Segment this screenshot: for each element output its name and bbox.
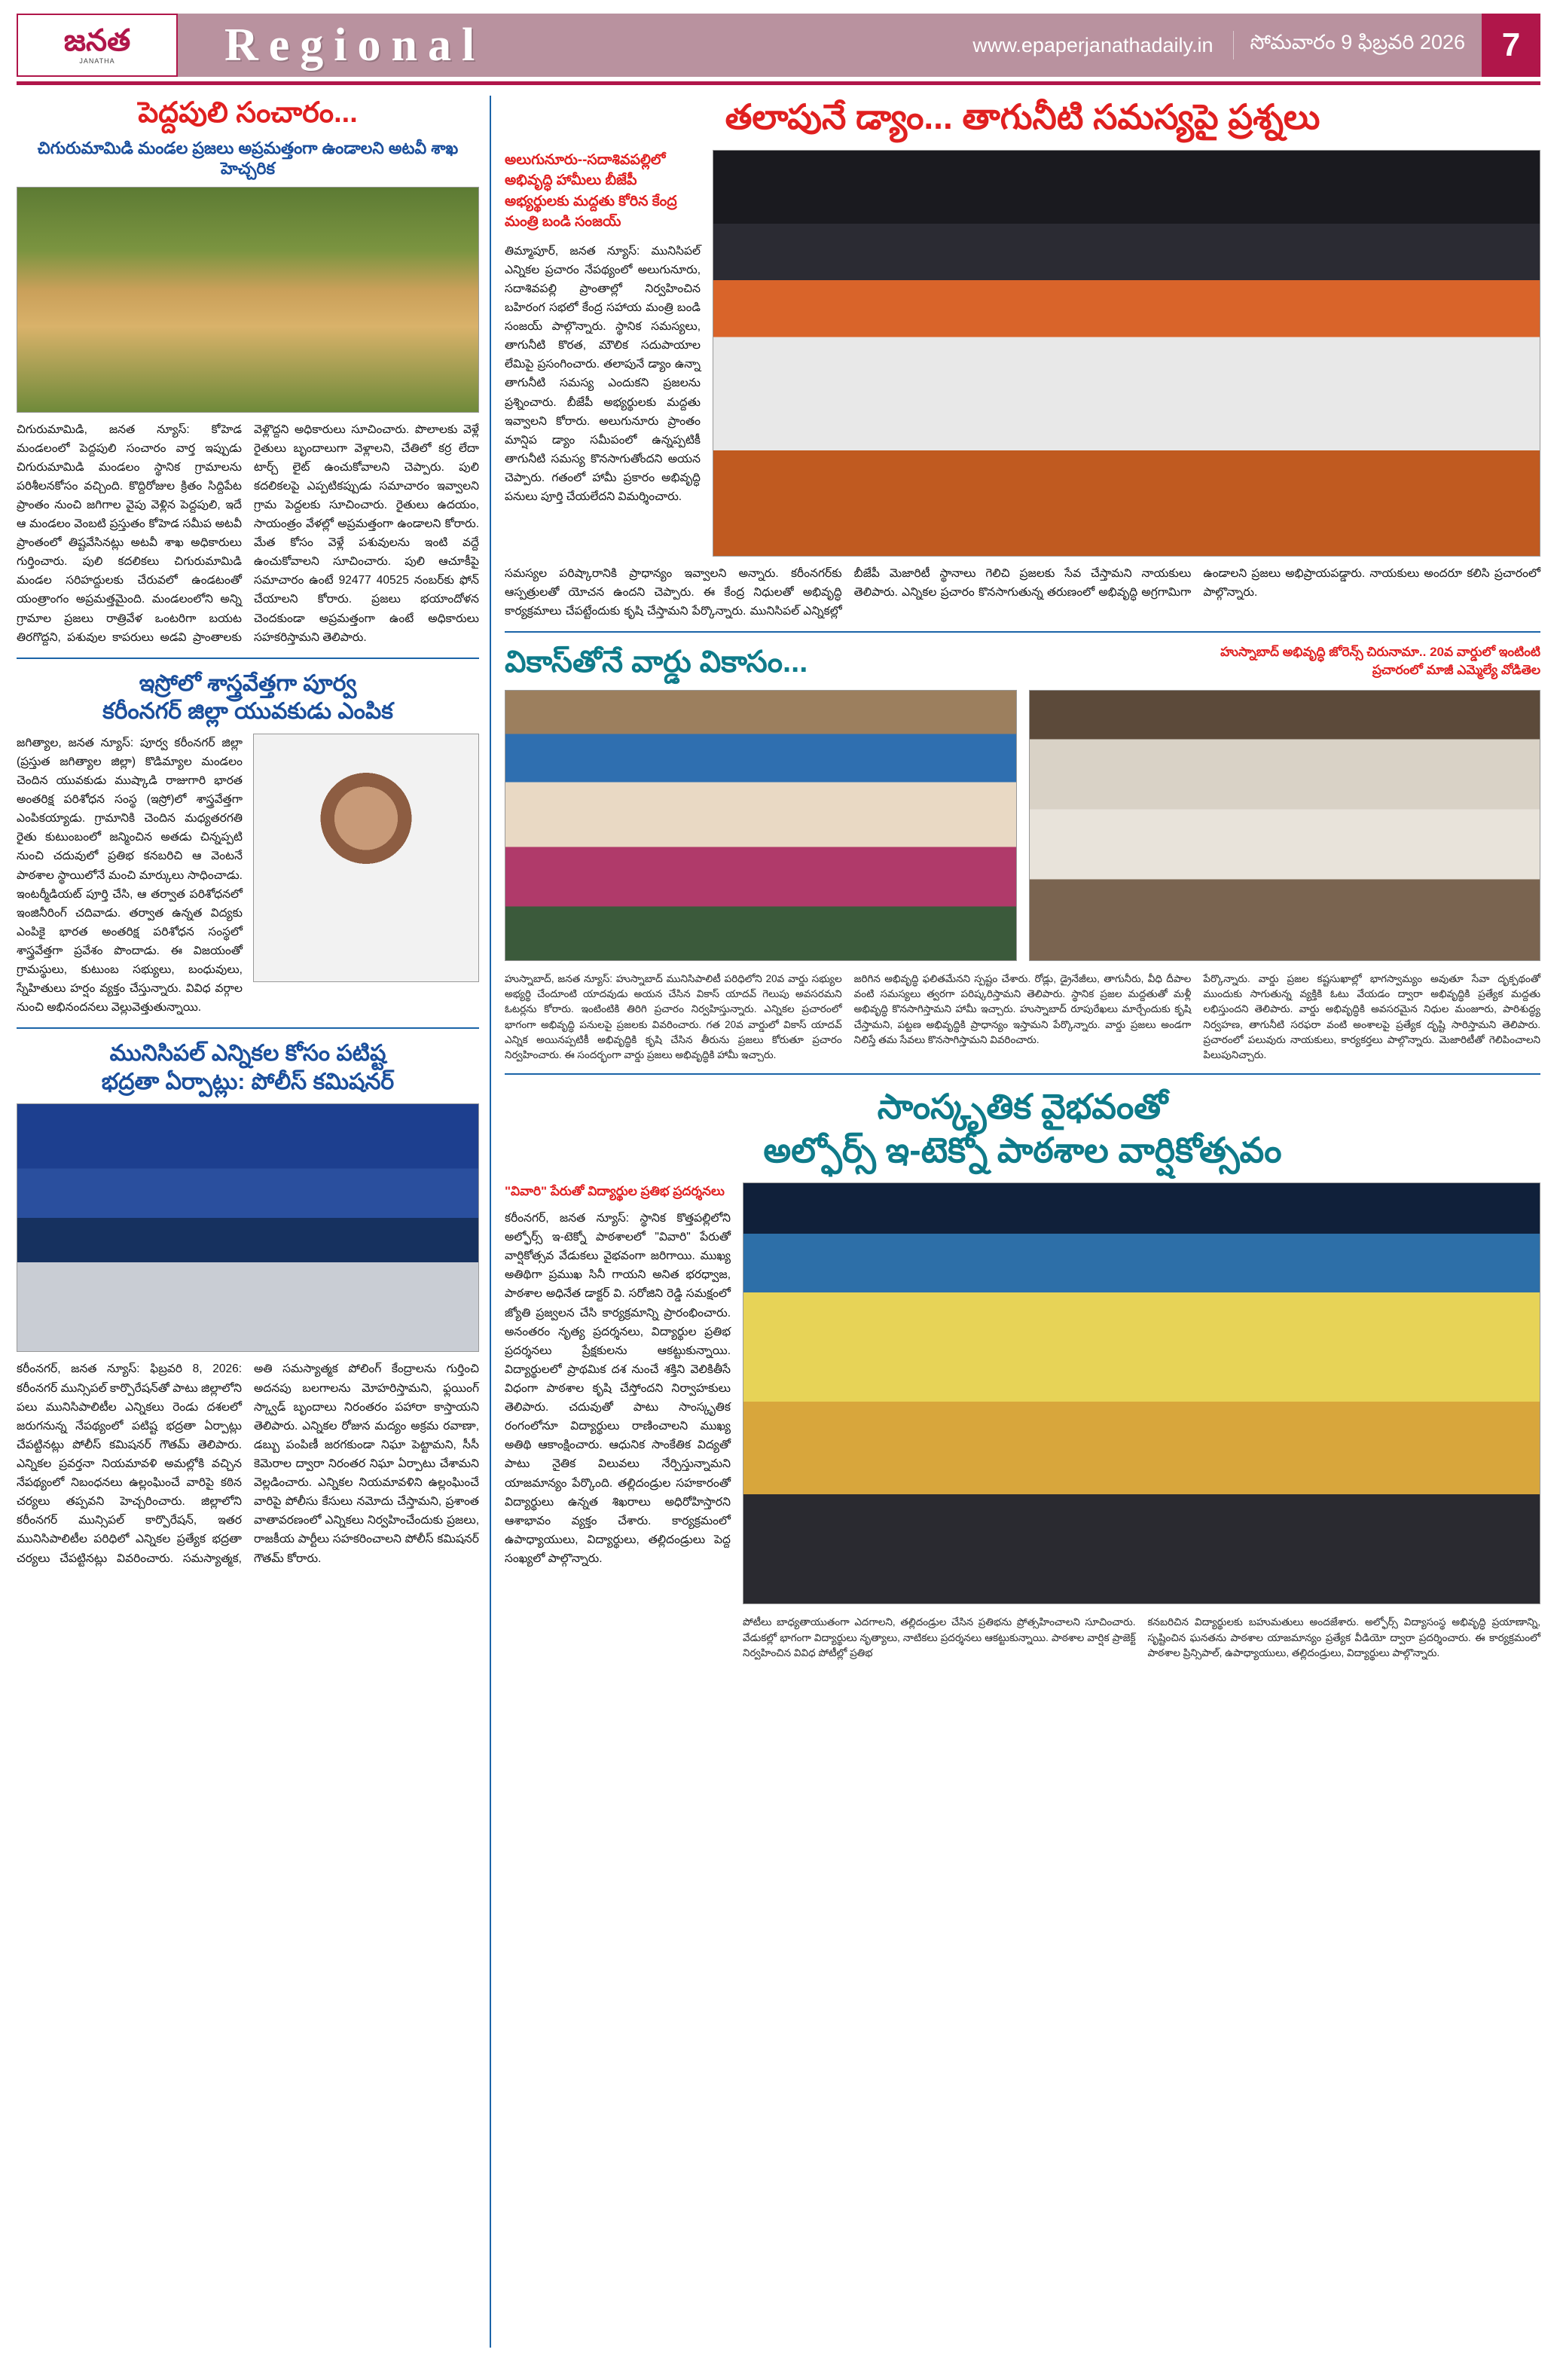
- right-column: [491, 96, 1540, 2348]
- dam-body-col1: తిమ్మాపూర్, జనత న్యూస్: మునిసిపల్ ఎన్నికల ప్రచారం నేపథ్యంలో అలుగునూరు, సదాశివపల్లి ప్రాంతాల్లో నిర్వహించిన బహిరంగ సభలో కేంద్ర సహాయ మంత్రి బండి సంజయ్ పాల్గొన్నారు. స్థానిక సమస్యలు, తాగునీటి కొరత, మౌలిక సదుపాయాల లేమిపై ప్రసంగించారు. తలాపునే డ్యాం ఉన్నా తాగునీటి సమస్య ఎందుకని ప్రజలను ప్రశ్నించారు. బీజేపీ అభ్యర్థులకు మద్దతు ఇవ్వాలని కోరారు. అలుగునూరు ప్రాంతం మాన్షిప డ్యాం సమీపంలో ఉన్నప్పటికీ తాగునీటి సమస్య కొనసాగుతోందని అయన చెప్పారు. గతంలో హామీ ప్రకారం అభివృద్ధి పనులు పూర్తి చేయలేదని విమర్శించారు.: [505, 244, 701, 504]
- tiger-subhead: చిగురుమామిడి మండల ప్రజలు అప్రమత్తంగా ఉండాలని అటవీ శాఖ హెచ్చరిక: [37, 138, 459, 178]
- section-band: [178, 14, 953, 77]
- divider: [17, 658, 479, 659]
- article-school: [505, 1085, 1540, 1661]
- school-headline-line1: సాంస్కృతిక వైభవంతో: [877, 1087, 1168, 1127]
- masthead-rule: [17, 81, 1540, 85]
- left-column: [17, 96, 491, 2348]
- ward-campaign-photo-2: [1029, 690, 1541, 961]
- publication-logo: [17, 14, 178, 77]
- dam-caption: సమస్యల పరిష్కారానికి ప్రాధాన్యం ఇవ్వాలని అన్నారు. కరీంనగర్‌కు ఆస్పత్రులతో యోచన ఉందని చెప్పారు. ఈ కేంద్ర నిధులతో అభివృద్ధి కార్యక్రమాలు చేపట్టేందుకు కృషి చేస్తామని పేర్కొన్నారు. మునిసిపల్ ఎన్నికల్లో బీజేపీ మెజారిటీ స్థానాలు గెలిచి ప్రజలకు సేవ చేస్తామని నాయకులు తెలిపారు. ఎన్నికల ప్రచారం కొనసాగుతున్న తరుణంలో అభివృద్ధి అగ్రగామిగా ఉండాలని ప్రజలు అభిప్రాయపడ్డారు. నాయకులు అందరూ కలిసి ప్రచారంలో పాల్గొన్నారు.: [505, 566, 1540, 618]
- isro-headline-line2: కరీంనగర్ జిల్లా యువకుడు ఎంపిక: [102, 699, 393, 725]
- section-title: Regional: [224, 19, 486, 71]
- school-kicker: "వివారి" పేరుతో విద్యార్థుల ప్రతిభ ప్రదర్శనలు: [505, 1184, 725, 1199]
- masthead: [17, 14, 1540, 77]
- page-number: 7: [1482, 14, 1540, 77]
- divider: [505, 631, 1540, 633]
- page-content: [17, 96, 1540, 2348]
- police-body: కరీంనగర్, జనత న్యూస్: ఫిబ్రవరి 8, 2026: కరీంనగర్ మున్సిపల్ కార్పొరేషన్‌తో పాటు జిల్లాలోని పలు మునిసిపాలిటీల ఎన్నికలు రెండు దశలలో జరుగనున్న నేపథ్యంలో పటిష్ట భద్రతా ఏర్పాట్లు చేపట్టినట్లు పోలీస్ కమిషనర్ గౌతమ్ తెలిపారు. ఎన్నికల ప్రవర్తనా నియమావళి అమల్లోకి వచ్చిన నేపథ్యంలో నిబంధనలు ఉల్లంఘించే వారిపై కఠిన చర్యలు తప్పవని హెచ్చరించారు. జిల్లాలోని కరీంనగర్ మున్సిపల్ కార్పొరేషన్, ఇతర మునిసిపాలిటీల పరిధిలో ఎన్నికల ప్రత్యేక భద్రతా చర్యలు చేపట్టినట్లు వివరించారు. సమస్యాత్మక, అతి సమస్యాత్మక పోలింగ్ కేంద్రాలను గుర్తించి అదనపు బలగాలను మోహరిస్తామని, ఫ్లయింగ్ స్క్వాడ్ బృందాలు నిరంతరం పహారా కాస్తాయని తెలిపారు. ఎన్నికల రోజున మద్యం అక్రమ రవాణా, డబ్బు పంపిణీ జరగకుండా నిఘా పెట్టామని, సీసీ కెమెరాల ద్వారా నిరంతర నిఘా ఏర్పాటు చేశామని వెల్లడించారు. ఎన్నికల నియమావళిని ఉల్లంఘించే వారిపై పోలీసు కేసులు నమోదు చేస్తామని, ప్రశాంత వాతావరణంలో ఎన్నికలు నిర్వహించేందుకు ప్రజలు, రాజకీయ పార్టీలు సహకరించాలని పోలీస్ కమిషనర్ గౌతమ్ కోరారు.: [17, 1362, 479, 1565]
- ward-caption-col2: జరిగిన అభివృద్ధి ఫలితమేనని స్పష్టం చేశారు. రోడ్లు, డ్రైనేజీలు, తాగునీరు, వీధి దీపాల వంటి సమస్యలు త్వరగా పరిష్కరిస్తామని తెలిపారు. స్థానిక ప్రజల మద్దతుతో మళ్లీ అభివృద్ధి కొనసాగిస్తామని హామీ ఇచ్చారు. హుస్నాబాద్ రూపురేఖలు మార్చేందుకు కృషి చేస్తామని, పట్టణ అభివృద్ధికి ప్రాధాన్యం ఇస్తామని పేర్కొన్నారు. వార్డు ప్రజలు అండగా నిలిస్తే తమ సేవలు కొనసాగిస్తామని వివరించారు.: [853, 972, 1192, 1045]
- tiger-body: చిగురుమామిడి, జనత న్యూస్: కోహెడ మండలంలో పెద్దపులి సంచారం వార్త ఇప్పుడు చిగురుమామిడి మండలం స్థానిక గ్రామాలను పరిశీలనకోసం వచ్చింది. కొద్దిరోజుల క్రితం సిద్దిపేట ప్రాంతం నుంచి జగిగాల వైపు వెళ్లిన పెద్దపులి, ఇదే ఆ మండలం వెంబటి ప్రస్తుతం కోహెడ సమీప అటవీ ప్రాంతంలో తిష్టవేసినట్లు అటవీ శాఖ అధికారులు గుర్తించారు. పులి కదలికలు చిగురుమామిడి మండల సరిహద్దులకు చేరువలో ఉండటంతో యంత్రాంగం అప్రమత్తమైంది. మండలంలోని అన్ని గ్రామాల ప్రజలు రాత్రివేళ ఒంటరిగా బయట తిరగొద్దని, పశువుల కాపరులు అడవి ప్రాంతాలకు వెళ్లొద్దని అధికారులు సూచించారు. పొలాలకు వెళ్లే రైతులు బృందాలుగా వెళ్లాలని, చేతిలో కర్ర లేదా టార్చ్ లైట్ ఉంచుకోవాలని చెప్పారు. పులి కదలికలపై ఎప్పటికప్పుడు సమాచారం ఇవ్వాలని గ్రామ పెద్దలకు సూచించారు. రైతులు ఉదయం, సాయంత్రం వేళల్లో అప్రమత్తంగా ఉండాలని కోరారు. మేత కోసం వెళ్లే పశువులను ఇంటి వద్దే ఉంచుకోవాలని సూచించారు. పులి ఆచూకీపై సమాచారం ఉంటే 92477 40525 నంబర్‌కు ఫోన్ చేయాలని కోరారు. ప్రజలు భయాందోళన చెందకుండా అప్రమత్తంగా ఉంటే అధికారులు సహకరిస్తామని తెలిపారు.: [17, 423, 479, 644]
- tiger-headline: పెద్దపులి సంచారం...: [138, 97, 358, 129]
- ward-kicker: హుస్నాబాద్ అభివృద్ధి జోరెన్స్ చిరునామా.. 20వ వార్డులో ఇంటింటి ప్రచారంలో మాజీ ఎమ్మెల్యే వోడితెల: [1220, 644, 1540, 678]
- school-caption-col2: కనబరిచిన విద్యార్థులకు బహుమతులు అందజేశారు. అల్ఫోర్స్ విద్యాసంస్థ అభివృద్ధి ప్రయాణాన్ని, సృష్టించిన ఘనతను పాఠశాల యాజమాన్యం ప్రత్యేక వీడియో ద్వారా ప్రదర్శించారు. ఈ కార్యక్రమంలో పాఠశాల ప్రిన్సిపాల్, ఉపాధ్యాయులు, తల్లిదండ్రులు, విద్యార్థులు పాల్గొన్నారు.: [1147, 1616, 1540, 1658]
- school-body: కరీంనగర్, జనత న్యూస్: స్థానిక కొత్తపల్లిలోని అల్ఫోర్స్ ఇ-టెక్నో పాఠశాలలో "వివారి" పేరుతో వార్షికోత్సవ వేడుకలు వైభవంగా జరిగాయి. ముఖ్య అతిథిగా ప్రముఖ సినీ గాయని అనిత భరధ్వాజ, పాఠశాల అధినేత డాక్టర్ వి. సరోజిని రెడ్డి సమక్షంలో జ్యోతి ప్రజ్వలన చేసి కార్యక్రమాన్ని ప్రారంభించారు. అనంతరం నృత్య ప్రదర్శనలు, విద్యార్థుల ప్రతిభ ప్రదర్శనలు ప్రేక్షకులను ఆకట్టుకున్నాయి. విద్యార్థులలో ప్రాథమిక దశ నుంచే శక్తిని వెలికితీసే విధంగా పాఠశాల కృషి చేస్తోందని నిర్వాహకులు తెలిపారు. చదువుతో పాటు సాంస్కృతిక రంగంలోనూ విద్యార్థులు రాణించాలని ముఖ్య అతిథి ఆకాంక్షించారు. ఆధునిక సాంకేతిక విద్యతో పాటు నైతిక విలువలు నేర్పిస్తున్నామని యాజమాన్యం పేర్కొంది. తల్లిదండ్రుల సహకారంతో విద్యార్థులు ఉన్నత శిఖరాలు అధిరోహిస్తారని ఆశాభావం వ్యక్తం చేశారు. కార్యక్రమంలో ఉపాధ్యాయులు, విద్యార్థులు, తల్లిదండ్రులు పెద్ద సంఖ్యలో పాల్గొన్నారు.: [505, 1211, 731, 1565]
- divider: [505, 1073, 1540, 1075]
- article-dam: [505, 96, 1540, 621]
- logo-subtitle: JANATHA: [79, 57, 115, 65]
- logo-title: జనత: [63, 23, 131, 57]
- dam-headline: తలాపునే డ్యాం... తాగునీటి సమస్యపై ప్రశ్నలు: [725, 97, 1320, 136]
- police-headline-line1: మునిసిపల్ ఎన్నికల కోసం పటిష్ట: [109, 1041, 386, 1066]
- police-headline-line2: భద్రతా ఏర్పాట్లు: పోలీస్ కమిషనర్: [101, 1069, 395, 1094]
- edition-date: సోమవారం 9 ఫిబ్రవరి 2026: [1233, 31, 1482, 60]
- article-police: [17, 1039, 479, 1567]
- ward-caption-col3: పేర్కొన్నారు. వార్డు ప్రజల కష్టసుఖాల్లో భాగస్వామ్యం అవుతూ సేవా దృక్పథంతో ముందుకు సాగుతున్న వ్యక్తికి ఓటు వేయడం ద్వారా అభివృద్ధికి ప్రత్యేక మద్దతు లభిస్తుందని తెలిపారు. వార్డు అభివృద్ధికి అవసరమైన నిధుల మంజూరు, పారిశుద్ధ్య నిర్వహణ, తాగునీటి సరఫరా వంటి అంశాలపై ప్రత్యేక దృష్టి సారిస్తామని తెలిపారు. ప్రచారంలో పలువురు నాయకులు, కార్యకర్తలు పాల్గొన్నారు. మెజారిటీతో గెలిపించాలని పిలుపునిచ్చారు.: [1203, 972, 1541, 1061]
- bjp-campaign-rally-photo: [713, 150, 1540, 557]
- isro-headline-line1: ఇస్రోలో శాస్త్రవేత్తగా పూర్వ: [139, 670, 357, 696]
- article-tiger: [17, 96, 479, 647]
- school-annual-day-photo: [743, 1182, 1540, 1604]
- ward-caption-col1: హుస్నాబాద్, జనత న్యూస్: హుస్నాబాద్ మునిసిపాలిటీ పరిధిలోని 20వ వార్డు సభ్యుల అభ్యర్థి చేందూంటి యాదవుడు అయన చేసిన వికాస్ యాదవ్ గెలుపు అవసరమని ఓటర్లను కోరారు. ఇంటింటికి తిరిగి ప్రచారం నిర్వహిస్తున్నారు. ఎన్నికల ప్రచారంలో భాగంగా అభివృద్ధి పనులపై ప్రజలకు వివరించారు. గత 20వ వార్డులో వికాస్ యాదవ్ ఎన్నిక అయినప్పటికీ అభివృద్ధికి కృషి చేసిన తీరును ప్రజలు కోరుతూ ప్రచారం నిర్వహించారు. ఈ సందర్భంగా వార్డు ప్రజలు అభివృద్ధికి హామీ ఇచ్చారు.: [505, 972, 842, 1061]
- article-ward: [505, 643, 1540, 1063]
- masthead-info: [953, 14, 1482, 77]
- tiger-photo: [17, 187, 479, 413]
- epaper-url[interactable]: www.epaperjanathadaily.in: [972, 33, 1214, 56]
- police-commissionerate-meeting-photo: [17, 1103, 479, 1352]
- divider: [17, 1027, 479, 1029]
- isro-body: జగిత్యాల, జనత న్యూస్: పూర్వ కరీంనగర్ జిల్లా (ప్రస్తుత జగిత్యాల జిల్లా) కొడిమ్యాల మండలం చెందిన యువకుడు ముష్కాడి రాజుగారి భారత అంతరిక్ష పరిశోధన సంస్థ (ఇస్రో)లో శాస్త్రవేత్తగా ఎంపికయ్యాడు. గ్రామానికి చెందిన మధ్యతరగతి రైతు కుటుంబంలో జన్మించిన అతడు చిన్నప్పటి నుంచి చదువులో ప్రతిభ కనబరిచి ఆ వెంటనే పాఠశాల స్థాయిలోనే మంచి మార్కులు సాధించాడు. ఇంటర్మీడియట్ పూర్తి చేసి, ఆ తర్వాత పరిశోధనలో ఇంజినీరింగ్ చదివాడు. తర్వాత ఉన్నత విద్యకు ఎంపికై భారత అంతరిక్ష పరిశోధన సంస్థలో శాస్త్రవేత్తగా ప్రవేశం పొందాడు. ఈ విజయంతో గ్రామస్థులు, కుటుంబ సభ్యులు, బంధువులు, స్నేహితులు హర్షం వ్యక్తం చేస్తున్నారు. వివిధ వర్గాల నుంచి అభినందనలు వెల్లువెత్తుతున్నాయి.: [17, 736, 243, 1015]
- scientist-portrait-photo: [253, 734, 479, 982]
- ward-headline: వికాస్‌తోనే వార్డు వికాసం...: [505, 645, 808, 679]
- ward-campaign-photo-1: [505, 690, 1017, 961]
- article-isro: [17, 670, 479, 1018]
- dam-lead: అలుగునూరు--సదాశివపల్లిలో అభివృద్ధి హామీలు బీజేపీ అభ్యర్థులకు మద్దతు కోరిన కేంద్ర మంత్రి బండి సంజయ్: [505, 151, 677, 230]
- school-headline-line2: అల్ఫోర్స్ ఇ-టెక్నో పాఠశాల వార్షికోత్సవం: [763, 1130, 1282, 1170]
- school-caption-col1: పోటీలు బాధ్యతాయుతంగా ఎదగాలని, తల్లిదండ్రుల చేసిన ప్రతిభను ప్రోత్సహించాలని సూచించారు. వేడుకల్లో భాగంగా విద్యార్థులు నృత్యాలు, నాటికలు ప్రదర్శనలు ఆకట్టుకున్నాయి. పాఠశాల వార్షిక ప్రాజెక్ట్ నిర్వహించిన వివిధ పోటీల్లో ప్రతిభ: [743, 1616, 1136, 1658]
